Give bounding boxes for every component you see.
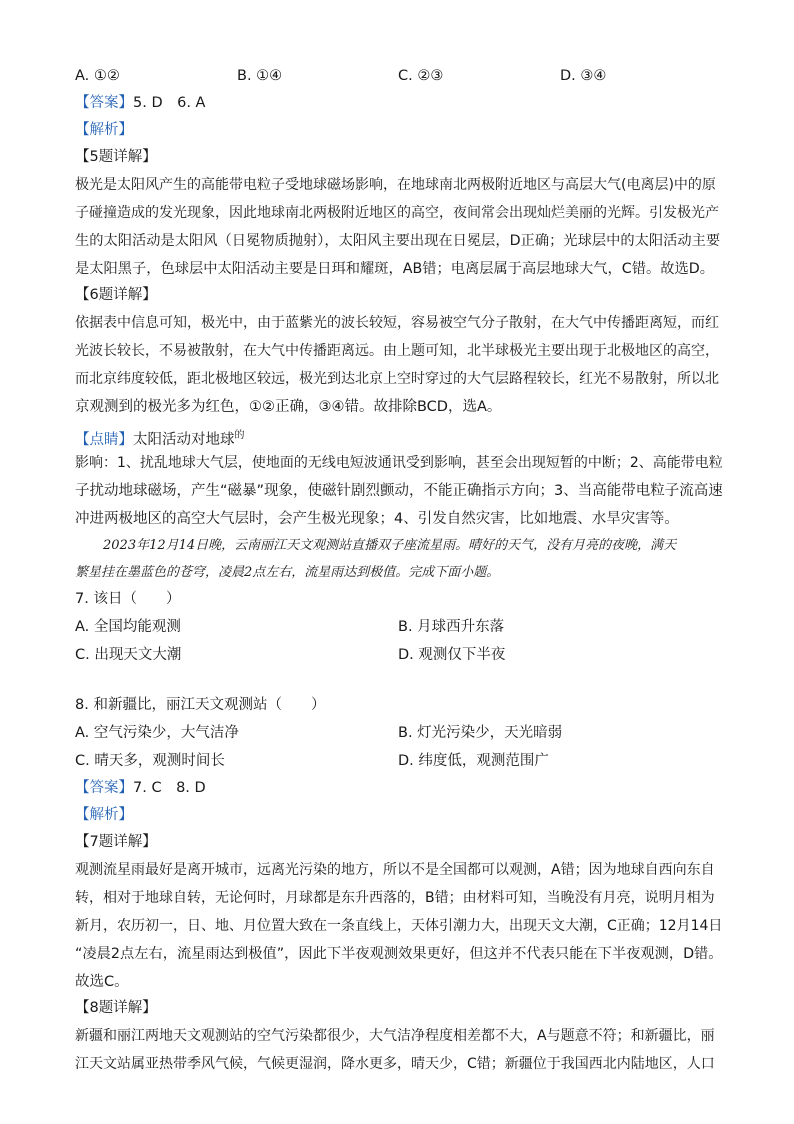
tip-heading [75, 426, 245, 450]
q7-stem: 7. 该日（ ） [75, 591, 181, 607]
tip-text: 太阳活动对地球 [133, 432, 235, 448]
q5-detail-heading: 【5题详解】 [75, 149, 157, 165]
answer-text: 5. D 6. A [133, 95, 206, 111]
q8-option-d: D. 纬度低，观测范围广 [398, 753, 549, 769]
option-a: A. ①② [75, 68, 120, 84]
q7-option-a: A. 全国均能观测 [75, 619, 181, 635]
q5-line: 是太阳黑子，色球层中太阳活动主要是日珥和耀斑，AB错；电离层属于高层地球大气，C错。故选D。 [75, 261, 714, 277]
answer-label: 【答案】 [75, 95, 133, 111]
analysis-heading: 【解析】 [75, 122, 133, 138]
option-c: C. ②③ [398, 68, 444, 84]
tip-line: 子扰动地球磁场，产生“磁暴”现象，使磁针剧烈颤动，不能正确指示方向；3、当高能带电粒子流高速 [75, 483, 723, 499]
q8-option-c: C. 晴天多，观测时间长 [75, 753, 225, 769]
tip-label: 【点睛】 [75, 432, 133, 448]
q8-line: 新疆和丽江两地天文观测站的空气污染都很少，大气洁净程度相差都不大，A与题意不符；和新疆比，丽 [75, 1028, 715, 1044]
q8-line: 江天文站属亚热带季风气候，气候更湿润，降水更多，晴天少，C错；新疆位于我国西北内陆地区，人口 [75, 1056, 715, 1072]
analysis-heading: 【解析】 [75, 807, 133, 823]
q6-line: 而北京纬度较低，距北极地区较远，极光到达北京上空时穿过的大气层路程较长，红光不易散射，所以北 [75, 371, 719, 387]
q5-line: 极光是太阳风产生的高能带电粒子受地球磁场影响，在地球南北两极附近地区与高层大气(电离层)中的原 [75, 177, 716, 193]
q6-line: 京观测到的极光多为红色，①②正确，③④错。故排除BCD，选A。 [75, 399, 502, 415]
q7-option-d: D. 观测仅下半夜 [398, 647, 506, 663]
material-line: 繁星挂在墨蓝色的苍穹，凌晨2点左右，流星雨达到极值。完成下面小题。 [75, 565, 500, 580]
q7-detail-heading: 【7题详解】 [75, 834, 157, 850]
answer-7-8 [75, 778, 206, 798]
q7-line: 新月，农历初一，日、地、月位置大致在一条直线上，天体引潮力大，出现天文大潮，C正确；12月14日 [75, 918, 723, 934]
q7-option-c: C. 出现天文大潮 [75, 647, 182, 663]
q5-line: 子碰撞造成的发光现象，因此地球南北两极附近地区的高空，夜间常会出现灿烂美丽的光辉。引发极光产 [75, 205, 719, 221]
option-b: B. ①④ [237, 68, 283, 84]
q7-option-b: B. 月球西升东落 [398, 619, 505, 635]
q8-option-a: A. 空气污染少，大气洁净 [75, 725, 239, 741]
tip-line: 冲进两极地区的高空大气层时，会产生极光现象；4、引发自然灾害，比如地震、水旱灾害等。 [75, 511, 679, 527]
q8-detail-heading: 【8题详解】 [75, 1000, 157, 1016]
tip-line: 影响：1、扰乱地球大气层，使地面的无线电短波通讯受到影响，甚至会出现短暂的中断；2、高能带电粒 [75, 455, 723, 471]
q8-stem: 8. 和新疆比，丽江天文观测站（ ） [75, 697, 326, 713]
material-line: 2023年12月14日晚，云南丽江天文观测站直播双子座流星雨。晴好的天气，没有月亮的夜晚，满天 [103, 538, 677, 553]
answer-text: 7. C 8. D [133, 780, 206, 796]
q6-detail-heading: 【6题详解】 [75, 287, 157, 303]
q7-line: 故选C。 [75, 974, 129, 990]
option-d: D. ③④ [560, 68, 607, 84]
answer-label: 【答案】 [75, 780, 133, 796]
q7-line: 观测流星雨最好是离开城市，远离光污染的地方，所以不是全国都可以观测，A错；因为地球自西向东自 [75, 862, 715, 878]
q7-line: 转，相对于地球自转，无论何时，月球都是东升西落的，B错；由材料可知，当晚没有月亮，说明月相为 [75, 890, 715, 906]
q6-line: 光波长较长，不易被散射，在大气中传播距离远。由上题可知，北半球极光主要出现于北极地区的高空， [75, 343, 719, 359]
q6-line: 依据表中信息可知，极光中，由于蓝紫光的波长较短，容易被空气分子散射，在大气中传播距离短，而红 [75, 315, 719, 331]
q7-line: “凌晨2点左右，流星雨达到极值”，因此下半夜观测效果更好，但这并不代表只能在下半夜观测，D错。 [75, 946, 723, 962]
q5-line: 生的太阳活动是太阳风（日冕物质抛射），太阳风主要出现在日冕层，D正确；光球层中的太阳活动主要 [75, 233, 721, 249]
tip-sup: 的 [234, 430, 245, 441]
answer-5-6 [75, 93, 205, 113]
q8-option-b: B. 灯光污染少，天光暗弱 [398, 725, 563, 741]
